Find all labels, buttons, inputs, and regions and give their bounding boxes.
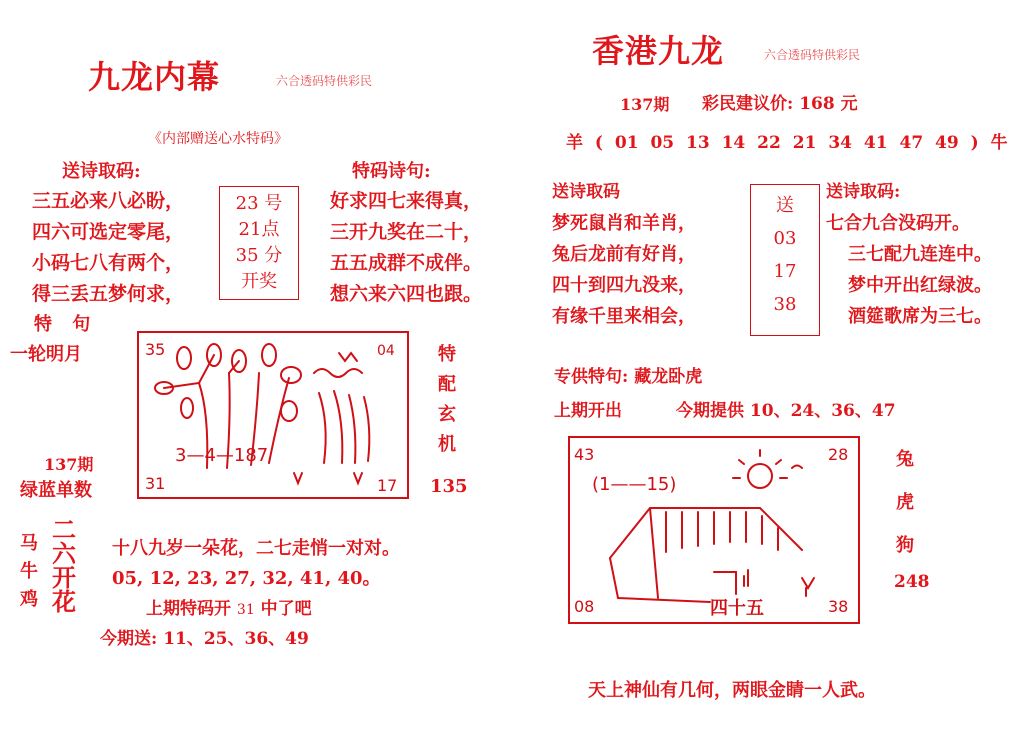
last-special-suffix: 中了吧 [260, 599, 312, 619]
pic-number: 28 [828, 445, 849, 464]
poem-line: 小码七八有两个， [32, 252, 185, 274]
poem-line: 五五成群不成伴。 [330, 252, 483, 274]
left-period: 137期 [44, 455, 94, 474]
poem-line: 兔后龙前有好肖， [552, 244, 696, 265]
pic-number: 08 [574, 597, 595, 616]
big-char: 花 [52, 587, 76, 616]
zodiac: 马 [20, 533, 38, 554]
footer-poem: 天上神仙有几何，两眼金睛一人武。 [588, 680, 876, 701]
draw-label: 开奖 [241, 271, 277, 292]
last-open: 上期开出 [554, 401, 622, 421]
last-special [146, 594, 312, 619]
riddle-number: 135 [430, 476, 468, 497]
pic-number: 04 [377, 343, 395, 359]
poem-line: 得三丢五梦何求， [32, 283, 185, 305]
flower-line: 十八九岁一朵花，二七走悄一对对。 [112, 538, 400, 559]
right-title: 香港九龙 [592, 32, 725, 70]
right-special-phrase: 专供特句: 藏龙卧虎 [554, 367, 703, 387]
house-sketch [570, 438, 858, 622]
left-special-poem-header: 特码诗句: [352, 161, 431, 182]
zodiac: 牛 [20, 561, 38, 582]
big-char: 二 [52, 515, 76, 544]
this-period: 今期提供 10、24、36、47 [676, 401, 896, 421]
poem-line: 想六来六四也跟。 [330, 283, 483, 305]
side-zodiacs [896, 438, 914, 567]
left-title: 九龙内幕 [88, 58, 221, 96]
zodiac: 虎 [896, 492, 914, 513]
poem-line: 四十到四九没来， [552, 275, 696, 296]
special-phrase: 一轮明月 [10, 344, 82, 365]
left-picture [137, 331, 409, 499]
poem-line: 三开九奖在二十， [330, 221, 483, 243]
left-subtitle: 《内部赠送心水特码》 [148, 131, 288, 147]
numbers-row: 羊 ( 01 05 13 14 22 21 34 41 47 49 ) 牛 [566, 133, 1008, 153]
poem-line: 酒筵歌席为三七。 [848, 306, 992, 327]
poem-line: 好求四七来得真， [330, 190, 483, 212]
price: 彩民建议价: 168 元 [702, 94, 858, 114]
riddle-label [438, 340, 456, 460]
poem-line: 三七配九连连中。 [848, 244, 992, 265]
riddle-char: 特 [438, 344, 456, 365]
poem-line: 三五必来八必盼， [32, 190, 185, 212]
pic-number: 35 [145, 340, 166, 359]
last-special-prefix: 上期特码开 [146, 599, 231, 619]
send-number: 38 [773, 294, 797, 315]
send-number: 17 [773, 261, 797, 282]
draw-hour: 21点 [238, 219, 280, 240]
big-char: 六 [52, 539, 76, 568]
pic-number: 43 [574, 445, 595, 464]
poem-line: 梦中开出红绿波。 [848, 275, 992, 296]
left-title-sub: 六合透码特供彩民 [276, 74, 373, 88]
riddle-char: 机 [438, 434, 456, 455]
draw-date: 23 号 [235, 193, 283, 214]
side-number: 248 [894, 572, 930, 592]
send-number: 03 [773, 228, 797, 249]
poem-line: 四六可选定零尾， [32, 221, 185, 243]
send-line: 今期送: 11、25、36、49 [100, 629, 309, 649]
zodiac: 鸡 [20, 589, 38, 610]
house-text: 四十五 [710, 598, 764, 619]
pic-number: 3—4—187 [175, 445, 269, 466]
left-zodiacs [20, 530, 38, 614]
draw-minute: 35 分 [235, 245, 283, 266]
right-poem-header: 送诗取码 [552, 182, 620, 202]
send-box [750, 184, 820, 336]
right-period: 137期 [620, 95, 670, 114]
left-special-poem [330, 186, 482, 310]
zodiac: 兔 [896, 449, 914, 470]
riddle-char: 配 [438, 374, 456, 395]
right-poem [552, 208, 696, 332]
pic-range: (1——15) [592, 474, 677, 495]
pic-number: 31 [145, 474, 166, 493]
right-poem-header-2: 送诗取码: [826, 182, 901, 202]
zodiac: 狗 [896, 535, 914, 556]
draw-time-box [219, 186, 299, 300]
poem-line: 七合九合没码开。 [826, 213, 970, 234]
left-poem-header: 送诗取码: [62, 161, 141, 182]
right-picture [568, 436, 860, 624]
big-chars [52, 515, 76, 616]
last-special-num: 31 [236, 602, 255, 618]
flower-sketch [139, 333, 407, 497]
right-title-sub: 六合透码特供彩民 [764, 48, 861, 62]
special-label: 特 句 [34, 314, 91, 335]
pic-number: 17 [377, 476, 398, 495]
period-desc: 绿蓝单数 [20, 480, 92, 501]
pic-number: 38 [828, 597, 849, 616]
poem-line: 梦死鼠肖和羊肖， [552, 213, 696, 234]
riddle-char: 玄 [438, 404, 456, 425]
left-poem [32, 186, 184, 310]
send-label: 送 [776, 195, 794, 216]
right-poem-2 [826, 208, 992, 332]
big-char: 开 [52, 563, 76, 592]
poem-line: 有缘千里来相会， [552, 306, 696, 327]
numbers-line: 05, 12, 23, 27, 32, 41, 40。 [112, 568, 381, 589]
